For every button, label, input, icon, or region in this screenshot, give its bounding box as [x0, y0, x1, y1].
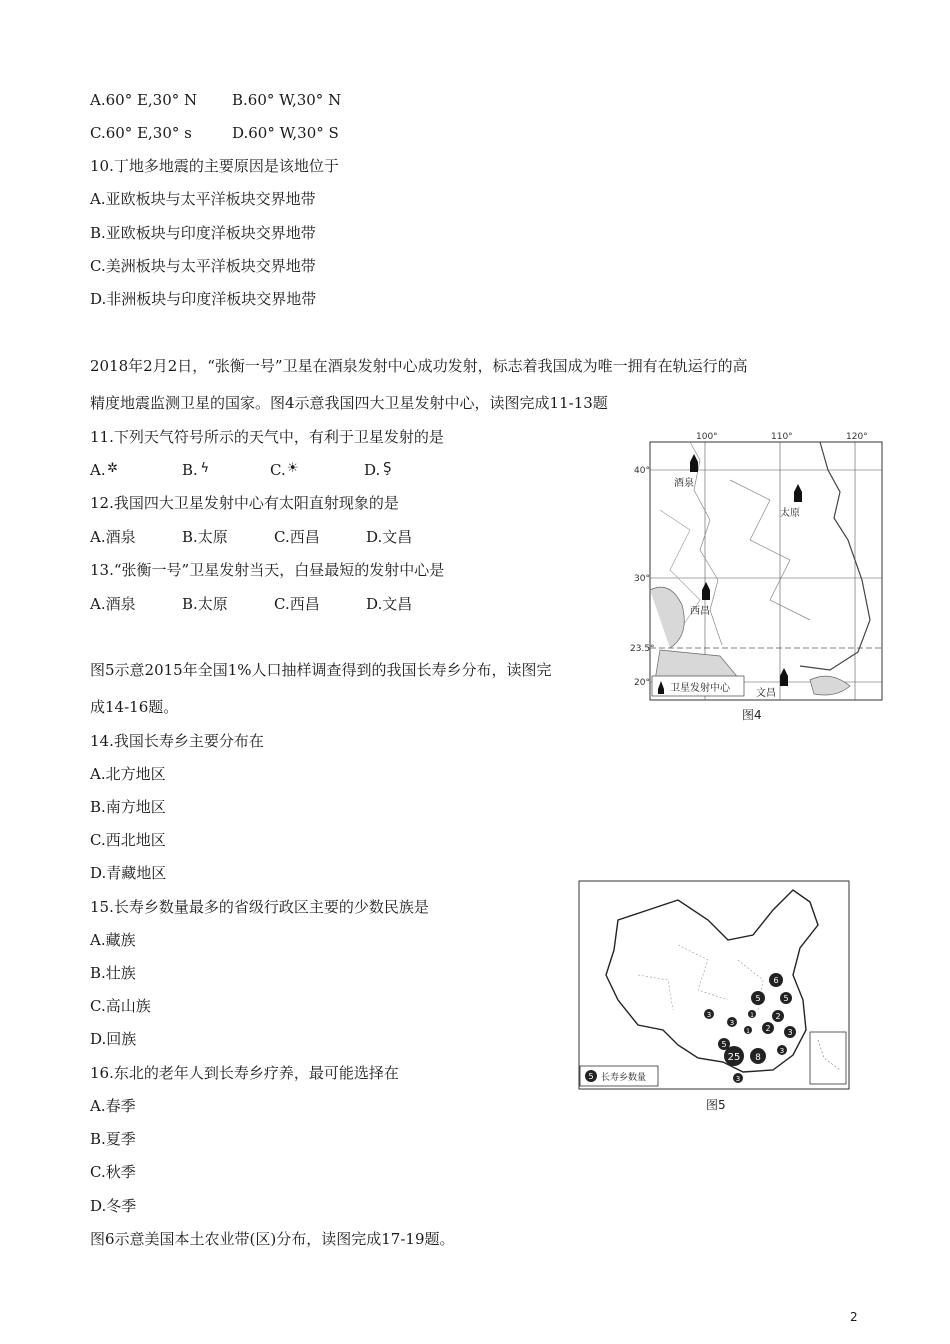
- q13-stem: 13.“张衡一号”卫星发射当天，白昼最短的发射中心是: [90, 561, 445, 579]
- intro-14-16-line1: 图5示意2015年全国1%人口抽样调查得到的我国长寿乡分布，读图完: [90, 661, 552, 679]
- sandstorm-icon: Ş: [383, 461, 392, 476]
- figure-4-map: [630, 430, 890, 720]
- q12-option-d: D.文昌: [366, 528, 413, 546]
- q12-options: [90, 527, 412, 547]
- longevity-map-svg: [578, 880, 850, 1090]
- count-label: 2: [775, 1012, 781, 1021]
- count-label: 25: [727, 1052, 741, 1063]
- count-label: 6: [773, 976, 779, 985]
- q14-option-c: C.西北地区: [90, 831, 166, 849]
- lightning-icon: ϟ: [200, 461, 210, 476]
- fig5-legend-label: 长寿乡数量: [601, 1073, 647, 1083]
- count-label: 5: [755, 994, 761, 1003]
- q12-option-c: C.西昌: [274, 528, 320, 546]
- q16-option-c: C.秋季: [90, 1163, 136, 1181]
- q14-option-b: B.南方地区: [90, 798, 166, 816]
- q16-option-b: B.夏季: [90, 1130, 136, 1148]
- lon-tick-120: 120°: [846, 432, 868, 442]
- count-label: 8: [755, 1053, 761, 1063]
- q16-option-d: D.冬季: [90, 1197, 137, 1215]
- legend-label: 卫星发射中心: [670, 683, 730, 694]
- q12-stem: 12.我国四大卫星发射中心有太阳直射现象的是: [90, 494, 399, 512]
- q15-option-a: A.藏族: [90, 931, 136, 949]
- sun-icon: ☀: [286, 461, 299, 476]
- count-label: 5: [783, 994, 789, 1003]
- intro-14-16-line2: 成14-16题。: [90, 698, 179, 716]
- q14-option-d: D.青藏地区: [90, 864, 167, 882]
- q16-option-a: A.春季: [90, 1097, 136, 1115]
- lon-tick-110: 110°: [771, 432, 793, 442]
- figure-5-caption: 图5: [706, 1098, 726, 1112]
- lat-tick-40: 40°: [634, 466, 650, 476]
- figure-4-caption: 图4: [742, 708, 762, 722]
- lon-tick-100: 100°: [696, 432, 718, 442]
- count-label: 5: [721, 1040, 727, 1049]
- site-label-xichang: 西昌: [690, 606, 710, 617]
- q9-option-c: C.60° E,30° s: [90, 124, 192, 142]
- q10-option-a: A.亚欧板块与太平洋板块交界地带: [90, 190, 316, 208]
- south-china-sea-inset: [810, 1032, 846, 1084]
- count-label: 1: [750, 1012, 754, 1019]
- q10-option-b: B.亚欧板块与印度洋板块交界地带: [90, 224, 316, 242]
- q12-option-b: B.太原: [182, 528, 228, 546]
- q9-option-b: B.60° W,30° N: [232, 91, 342, 109]
- q11-stem: 11.下列天气符号所示的天气中，有利于卫星发射的是: [90, 428, 444, 446]
- q9-option-a: A.60° E,30° N: [90, 91, 198, 109]
- count-label: 3: [729, 1019, 735, 1027]
- q13-option-b: B.太原: [182, 595, 228, 613]
- q15-option-d: D.回族: [90, 1030, 137, 1048]
- q9-options-row2: [90, 123, 339, 143]
- q10-option-d: D.非洲板块与印度洋板块交界地带: [90, 290, 317, 308]
- lat-tick-20: 20°: [634, 678, 650, 688]
- q14-stem: 14.我国长寿乡主要分布在: [90, 732, 264, 750]
- count-label: 2: [765, 1024, 771, 1033]
- q13-options: [90, 594, 412, 614]
- q11-options: [90, 459, 394, 480]
- launch-center-map-svg: [630, 430, 890, 720]
- q10-option-c: C.美洲板块与太平洋板块交界地带: [90, 257, 316, 275]
- q9-options-row1: [90, 90, 341, 110]
- q11-option-d: D. Ş: [364, 459, 394, 480]
- count-label: 1: [746, 1028, 750, 1035]
- q11-option-a: A. ✲: [90, 461, 119, 479]
- q14-option-a: A.北方地区: [90, 765, 166, 783]
- intro-11-13-line2: 精度地震监测卫星的国家。图4示意我国四大卫星发射中心，读图完成11-13题: [90, 394, 608, 412]
- q16-stem: 16.东北的老年人到长寿乡疗养，最可能选择在: [90, 1064, 399, 1082]
- q13-option-a: A.酒泉: [90, 595, 136, 613]
- q11-option-c: C.☀: [270, 461, 299, 479]
- q12-option-a: A.酒泉: [90, 528, 136, 546]
- count-label: 3: [787, 1028, 793, 1037]
- count-label: 3: [735, 1075, 741, 1083]
- q15-option-b: B.壮族: [90, 964, 136, 982]
- site-label-taiyuan: 太原: [780, 508, 800, 519]
- q11-option-b: B. ϟ: [182, 459, 270, 480]
- q15-option-c: C.高山族: [90, 997, 151, 1015]
- legend-circle-number: 5: [588, 1072, 594, 1081]
- intro-11-13-line1: 2018年2月2日，“张衡一号”卫星在酒泉发射中心成功发射，标志着我国成为唯一拥有在轨运行的高: [90, 357, 748, 375]
- q13-option-c: C.西昌: [274, 595, 320, 613]
- site-label-wenchang: 文昌: [756, 688, 776, 699]
- intro-17-19: 图6示意美国本土农业带(区)分布，读图完成17-19题。: [90, 1230, 455, 1248]
- count-label: 3: [706, 1011, 712, 1019]
- q13-option-d: D.文昌: [366, 595, 413, 613]
- figure-5-map: [578, 880, 850, 1090]
- q15-stem: 15.长寿乡数量最多的省级行政区主要的少数民族是: [90, 898, 429, 916]
- lat-tick-23-5: 23.5°: [630, 644, 655, 654]
- q9-option-d: D.60° W,30° S: [232, 124, 339, 142]
- snow-icon: ✲: [107, 461, 119, 476]
- count-label: 3: [779, 1047, 785, 1055]
- site-label-jiuquan: 酒泉: [674, 478, 694, 489]
- q10-stem: 10.丁地多地震的主要原因是该地位于: [90, 157, 339, 175]
- lat-tick-30: 30°: [634, 574, 650, 584]
- page-number: 2: [850, 1310, 858, 1324]
